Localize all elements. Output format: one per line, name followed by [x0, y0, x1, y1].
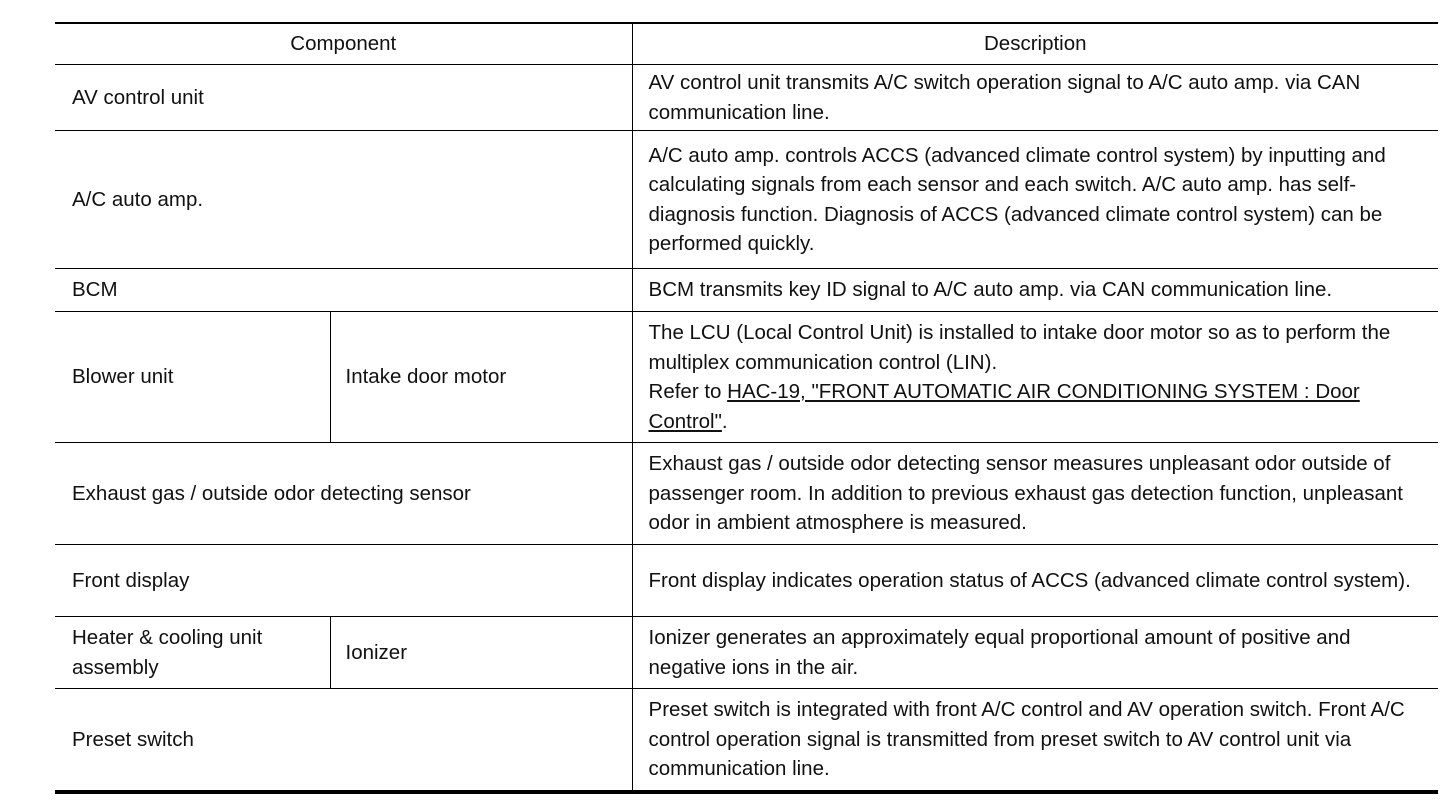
- component-cell: Preset switch: [55, 689, 632, 792]
- subcomponent-cell: Ionizer: [330, 617, 632, 689]
- component-cell: Front display: [55, 545, 632, 617]
- component-description-table: [55, 22, 1438, 794]
- table-row: [55, 131, 1438, 269]
- table-row: [55, 65, 1438, 131]
- description-cell: A/C auto amp. controls ACCS (advanced climate control system) by inputting and calculating signals from each sensor and each switch. A/C auto amp. has self-diagnosis function. Diagnosis of ACCS (advanced climate control system) can be performed quickly.: [632, 131, 1438, 269]
- description-cell: AV control unit transmits A/C switch operation signal to A/C auto amp. via CAN communication line.: [632, 65, 1438, 131]
- reference-link[interactable]: HAC-19, "FRONT AUTOMATIC AIR CONDITIONING SYSTEM : Door Control": [648, 380, 1360, 433]
- subcomponent-cell: Intake door motor: [330, 312, 632, 443]
- description-text: The LCU (Local Control Unit) is installed to intake door motor so as to perform the multiplex communication control (LIN).: [648, 321, 1391, 374]
- table-row: [55, 617, 1438, 689]
- component-cell: Heater & cooling unit assembly: [55, 617, 330, 689]
- description-cell: Ionizer generates an approximately equal proportional amount of positive and negative ions in the air.: [632, 617, 1438, 689]
- header-description: Description: [632, 23, 1438, 65]
- component-cell: Exhaust gas / outside odor detecting sensor: [55, 443, 632, 545]
- refer-prefix: Refer to: [648, 380, 728, 403]
- description-cell: Front display indicates operation status of ACCS (advanced climate control system).: [632, 545, 1438, 617]
- component-cell: BCM: [55, 269, 632, 312]
- header-component: Component: [55, 23, 632, 65]
- description-cell: Preset switch is integrated with front A/C control and AV operation switch. Front A/C control operation signal is transmitted from preset switch to AV control unit via communication line.: [632, 689, 1438, 792]
- description-cell: Exhaust gas / outside odor detecting sensor measures unpleasant odor outside of passenger room. In addition to previous exhaust gas detection function, unpleasant odor in ambient atmosphere is measured.: [632, 443, 1438, 545]
- component-cell: A/C auto amp.: [55, 131, 632, 269]
- table-header-row: [55, 23, 1438, 65]
- component-cell: Blower unit: [55, 312, 330, 443]
- table-row: [55, 269, 1438, 312]
- table-row: [55, 545, 1438, 617]
- table-row: [55, 689, 1438, 792]
- component-cell: AV control unit: [55, 65, 632, 131]
- description-cell: BCM transmits key ID signal to A/C auto amp. via CAN communication line.: [632, 269, 1438, 312]
- refer-suffix: .: [721, 409, 728, 433]
- table-row: [55, 443, 1438, 545]
- table-row: [55, 312, 1438, 443]
- description-cell: [632, 312, 1438, 443]
